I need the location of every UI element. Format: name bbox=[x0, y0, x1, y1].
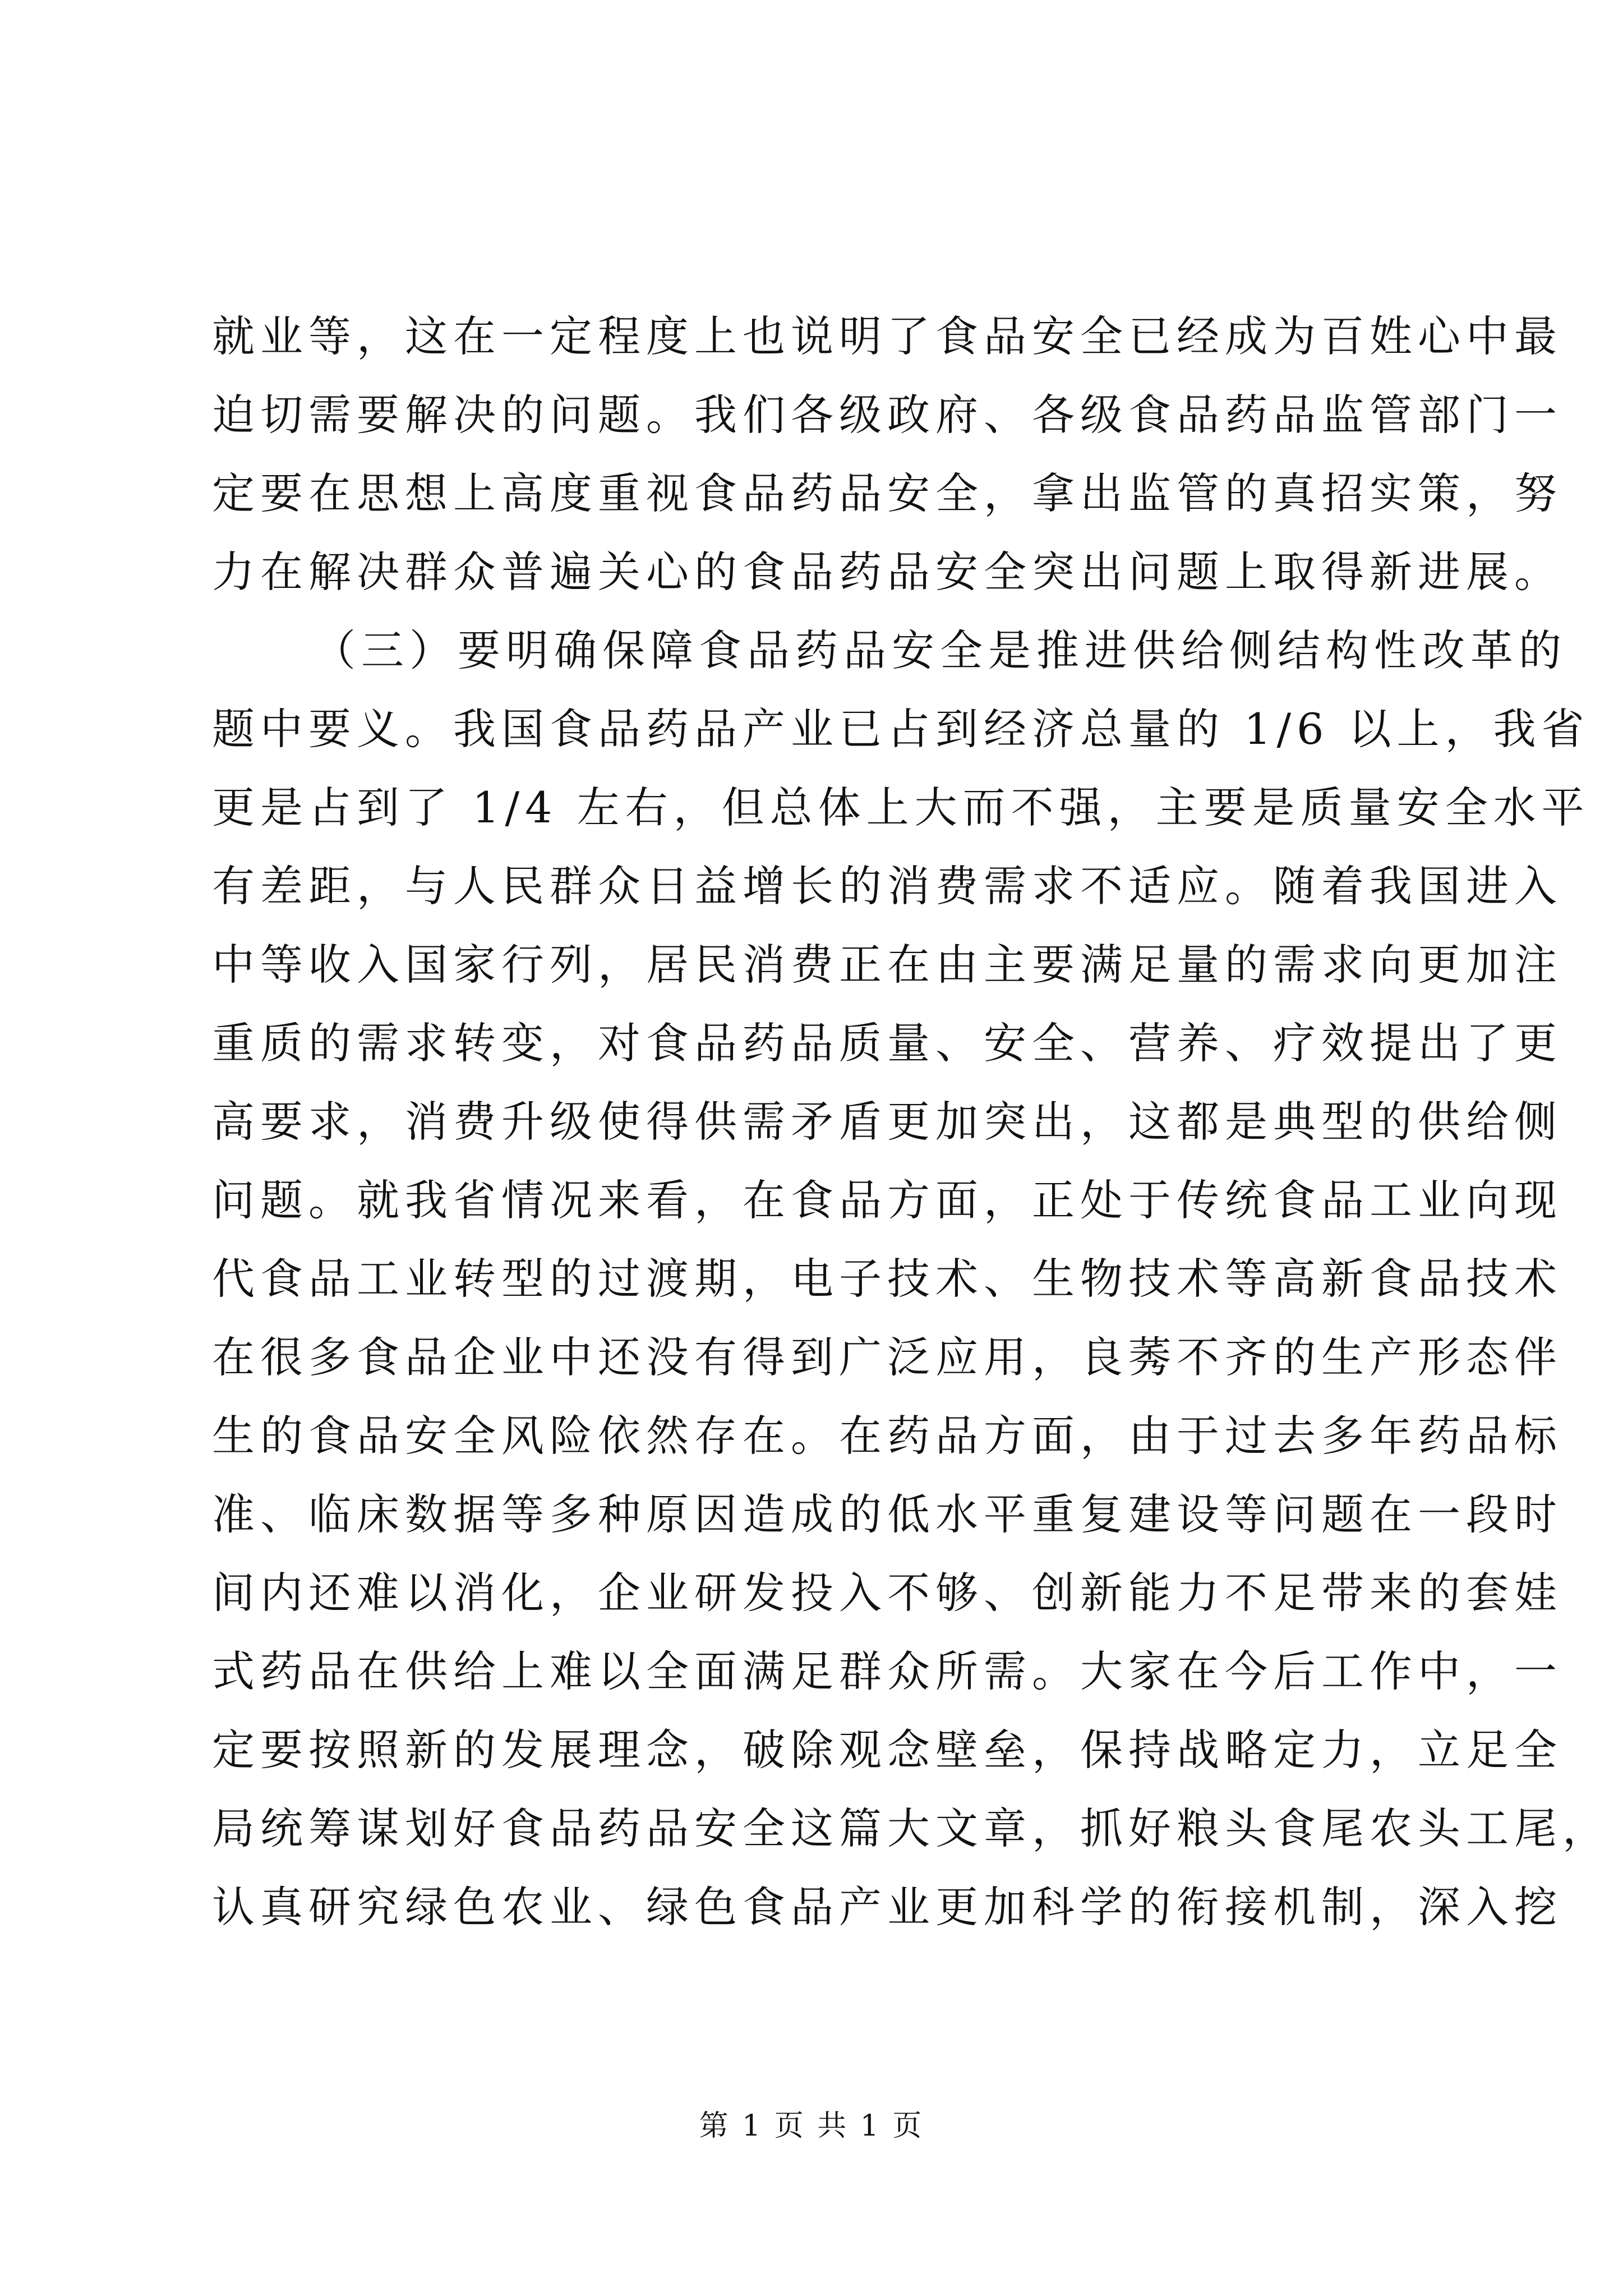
page-footer bbox=[0, 2106, 1623, 2146]
text-line: 高要求，消费升级使得供需矛盾更加突出，这都是典型的供给侧 bbox=[212, 1097, 1562, 1147]
document-body bbox=[212, 297, 1611, 1947]
text-line: 中等收入国家行列，居民消费正在由主要满足量的需求向更加注 bbox=[212, 940, 1562, 990]
text-line: 定要按照新的发展理念，破除观念壁垒，保持战略定力，立足全 bbox=[212, 1725, 1562, 1775]
text-line: 重质的需求转变，对食品药品质量、安全、营养、疗效提出了更 bbox=[212, 1018, 1562, 1068]
text-line: 题中要义。我国食品药品产业已占到经济总量的 1/6 以上，我省 bbox=[212, 704, 1590, 754]
text-line: 就业等，这在一定程度上也说明了食品安全已经成为百姓心中最 bbox=[212, 311, 1562, 361]
text-line: 准、临床数据等多种原因造成的低水平重复建设等问题在一段时 bbox=[212, 1489, 1562, 1539]
text-line: 定要在思想上高度重视食品药品安全，拿出监管的真招实策，努 bbox=[212, 468, 1562, 518]
text-line: 力在解决群众普遍关心的食品药品安全突出问题上取得新进展。 bbox=[212, 547, 1562, 597]
text-line: 代食品工业转型的过渡期，电子技术、生物技术等高新食品技术 bbox=[212, 1254, 1562, 1304]
text-line: 有差距，与人民群众日益增长的消费需求不适应。随着我国进入 bbox=[212, 861, 1562, 911]
text-line: 局统筹谋划好食品药品安全这篇大文章，抓好粮头食尾农头工尾， bbox=[212, 1803, 1611, 1853]
text-line: 间内还难以消化，企业研发投入不够、创新能力不足带来的套娃 bbox=[212, 1568, 1562, 1618]
text-line: 式药品在供给上难以全面满足群众所需。大家在今后工作中，一 bbox=[212, 1646, 1562, 1696]
text-line: 在很多食品企业中还没有得到广泛应用，良莠不齐的生产形态伴 bbox=[212, 1332, 1562, 1382]
text-line: 迫切需要解决的问题。我们各级政府、各级食品药品监管部门一 bbox=[212, 390, 1562, 440]
text-line: 更是占到了 1/4 左右，但总体上大而不强，主要是质量安全水平 bbox=[212, 783, 1590, 832]
section-heading-line: （三）要明确保障食品药品安全是推进供给侧结构性改革的 bbox=[313, 625, 1567, 675]
page-number-label: 第 1 页 共 1 页 bbox=[699, 2109, 924, 2143]
text-line: 生的食品安全风险依然存在。在药品方面，由于过去多年药品标 bbox=[212, 1411, 1562, 1461]
text-line: 问题。就我省情况来看，在食品方面，正处于传统食品工业向现 bbox=[212, 1175, 1562, 1225]
text-line: 认真研究绿色农业、绿色食品产业更加科学的衔接机制，深入挖 bbox=[212, 1882, 1562, 1932]
